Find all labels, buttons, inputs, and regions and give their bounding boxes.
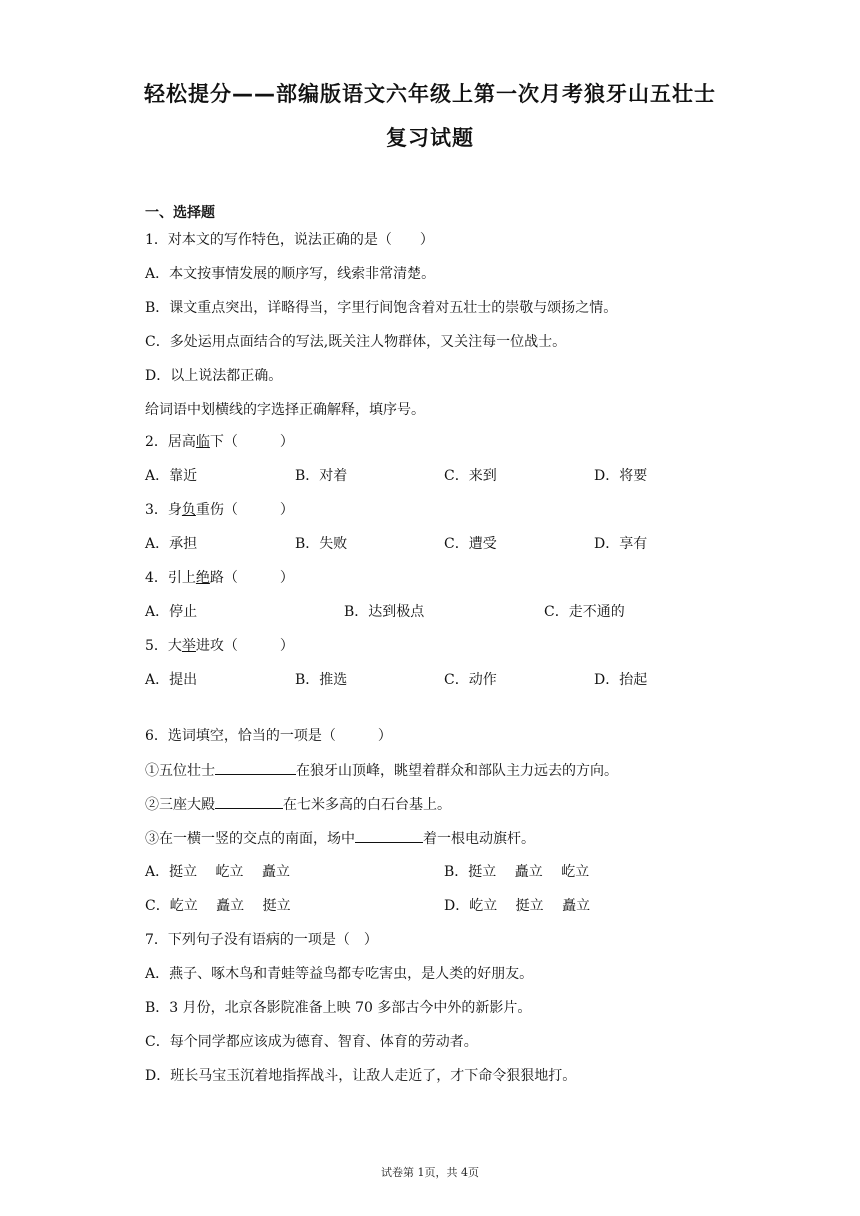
question-7-option-d: D．班长马宝玉沉着地指挥战斗，让敌人走近了，才下命令狠狠地打。 xyxy=(145,1068,577,1084)
question-4-option-b: B．达到极点 xyxy=(344,604,425,620)
question-6-stem: 6．选词填空，恰当的一项是（ ） xyxy=(145,728,392,744)
question-2-option-d: D．将要 xyxy=(594,468,648,484)
question-2-option-c: C．来到 xyxy=(444,468,497,484)
stem-suffix: 路（ ） xyxy=(209,570,294,586)
question-7-option-c: C．每个同学都应该成为德育、智育、体育的劳动者。 xyxy=(145,1034,478,1050)
question-3-option-a: A．承担 xyxy=(145,536,198,552)
question-3-stem xyxy=(145,500,294,520)
sentence-prefix: ①五位壮士 xyxy=(145,763,215,779)
question-6-sentence-1 xyxy=(145,760,618,781)
page-subtitle: 复习试题 xyxy=(386,126,474,150)
question-5-option-c: C．动作 xyxy=(444,672,497,688)
question-6-option-d: D．屹立 挺立 矗立 xyxy=(444,898,591,914)
question-2-option-b: B．对着 xyxy=(295,468,348,484)
stem-prefix: 2．居高 xyxy=(145,434,196,450)
question-1-stem: 1．对本文的写作特色，说法正确的是（ ） xyxy=(145,232,434,248)
sentence-suffix: 着一根电动旗杆。 xyxy=(423,831,535,847)
question-7-option-a: A．燕子、啄木鸟和青蛙等益鸟都专吃害虫，是人类的好朋友。 xyxy=(145,966,534,982)
fill-blank xyxy=(215,794,283,809)
question-7-stem: 7．下列句子没有语病的一项是（ ） xyxy=(145,932,378,948)
stem-prefix: 3．身 xyxy=(145,502,182,518)
question-1-option-a: A．本文按事情发展的顺序写，线索非常清楚。 xyxy=(145,266,436,282)
question-4-option-c: C．走不通的 xyxy=(544,604,625,620)
question-5-option-a: A．提出 xyxy=(145,672,198,688)
question-2-stem xyxy=(145,432,294,452)
sentence-suffix: 在狼牙山顶峰，眺望着群众和部队主力远去的方向。 xyxy=(296,763,618,779)
question-3-option-c: C．遭受 xyxy=(444,536,497,552)
question-3-option-b: B．失败 xyxy=(295,536,348,552)
sentence-prefix: ③在一横一竖的交点的南面，场中 xyxy=(145,831,355,847)
sentence-suffix: 在七米多高的白石台基上。 xyxy=(283,797,451,813)
stem-suffix: 进攻（ ） xyxy=(195,638,294,654)
instruction-text: 给词语中划横线的字选择正确解释，填序号。 xyxy=(145,402,425,418)
question-6-sentence-3 xyxy=(145,828,535,849)
underlined-char: 绝 xyxy=(195,570,210,586)
question-1-option-d: D．以上说法都正确。 xyxy=(145,368,283,384)
sentence-prefix: ②三座大殿 xyxy=(145,797,215,813)
page-title: 轻松提分——部编版语文六年级上第一次月考狼牙山五壮士 xyxy=(144,82,716,106)
question-2-option-a: A．靠近 xyxy=(145,468,198,484)
stem-prefix: 4．引上 xyxy=(145,570,196,586)
fill-blank xyxy=(215,760,296,775)
underlined-char: 负 xyxy=(181,502,196,518)
underlined-char: 举 xyxy=(181,638,196,654)
question-5-option-d: D．抬起 xyxy=(594,672,648,688)
question-5-option-b: B．推选 xyxy=(295,672,348,688)
underlined-char: 临 xyxy=(195,434,210,450)
stem-suffix: 下（ ） xyxy=(209,434,294,450)
section-heading: 一、选择题 xyxy=(145,205,215,221)
question-4-option-a: A．停止 xyxy=(145,604,198,620)
question-6-sentence-2 xyxy=(145,794,451,815)
question-5-stem xyxy=(145,636,294,656)
stem-suffix: 重伤（ ） xyxy=(195,502,294,518)
question-1-option-b: B．课文重点突出，详略得当，字里行间饱含着对五壮士的崇敬与颂扬之情。 xyxy=(145,300,618,316)
question-1-option-c: C．多处运用点面结合的写法,既关注人物群体，又关注每一位战士。 xyxy=(145,334,567,350)
fill-blank xyxy=(355,828,423,843)
question-4-stem xyxy=(145,568,294,588)
question-6-option-b: B．挺立 矗立 屹立 xyxy=(444,864,590,880)
question-3-option-d: D．享有 xyxy=(594,536,648,552)
question-6-option-a: A．挺立 屹立 矗立 xyxy=(145,864,291,880)
page-footer: 试卷第 1页，共 4页 xyxy=(381,1166,479,1179)
question-7-option-b: B．3 月份，北京各影院准备上映 70 多部古今中外的新影片。 xyxy=(145,1000,532,1016)
question-6-option-c: C．屹立 矗立 挺立 xyxy=(145,898,291,914)
stem-prefix: 5．大 xyxy=(145,638,182,654)
